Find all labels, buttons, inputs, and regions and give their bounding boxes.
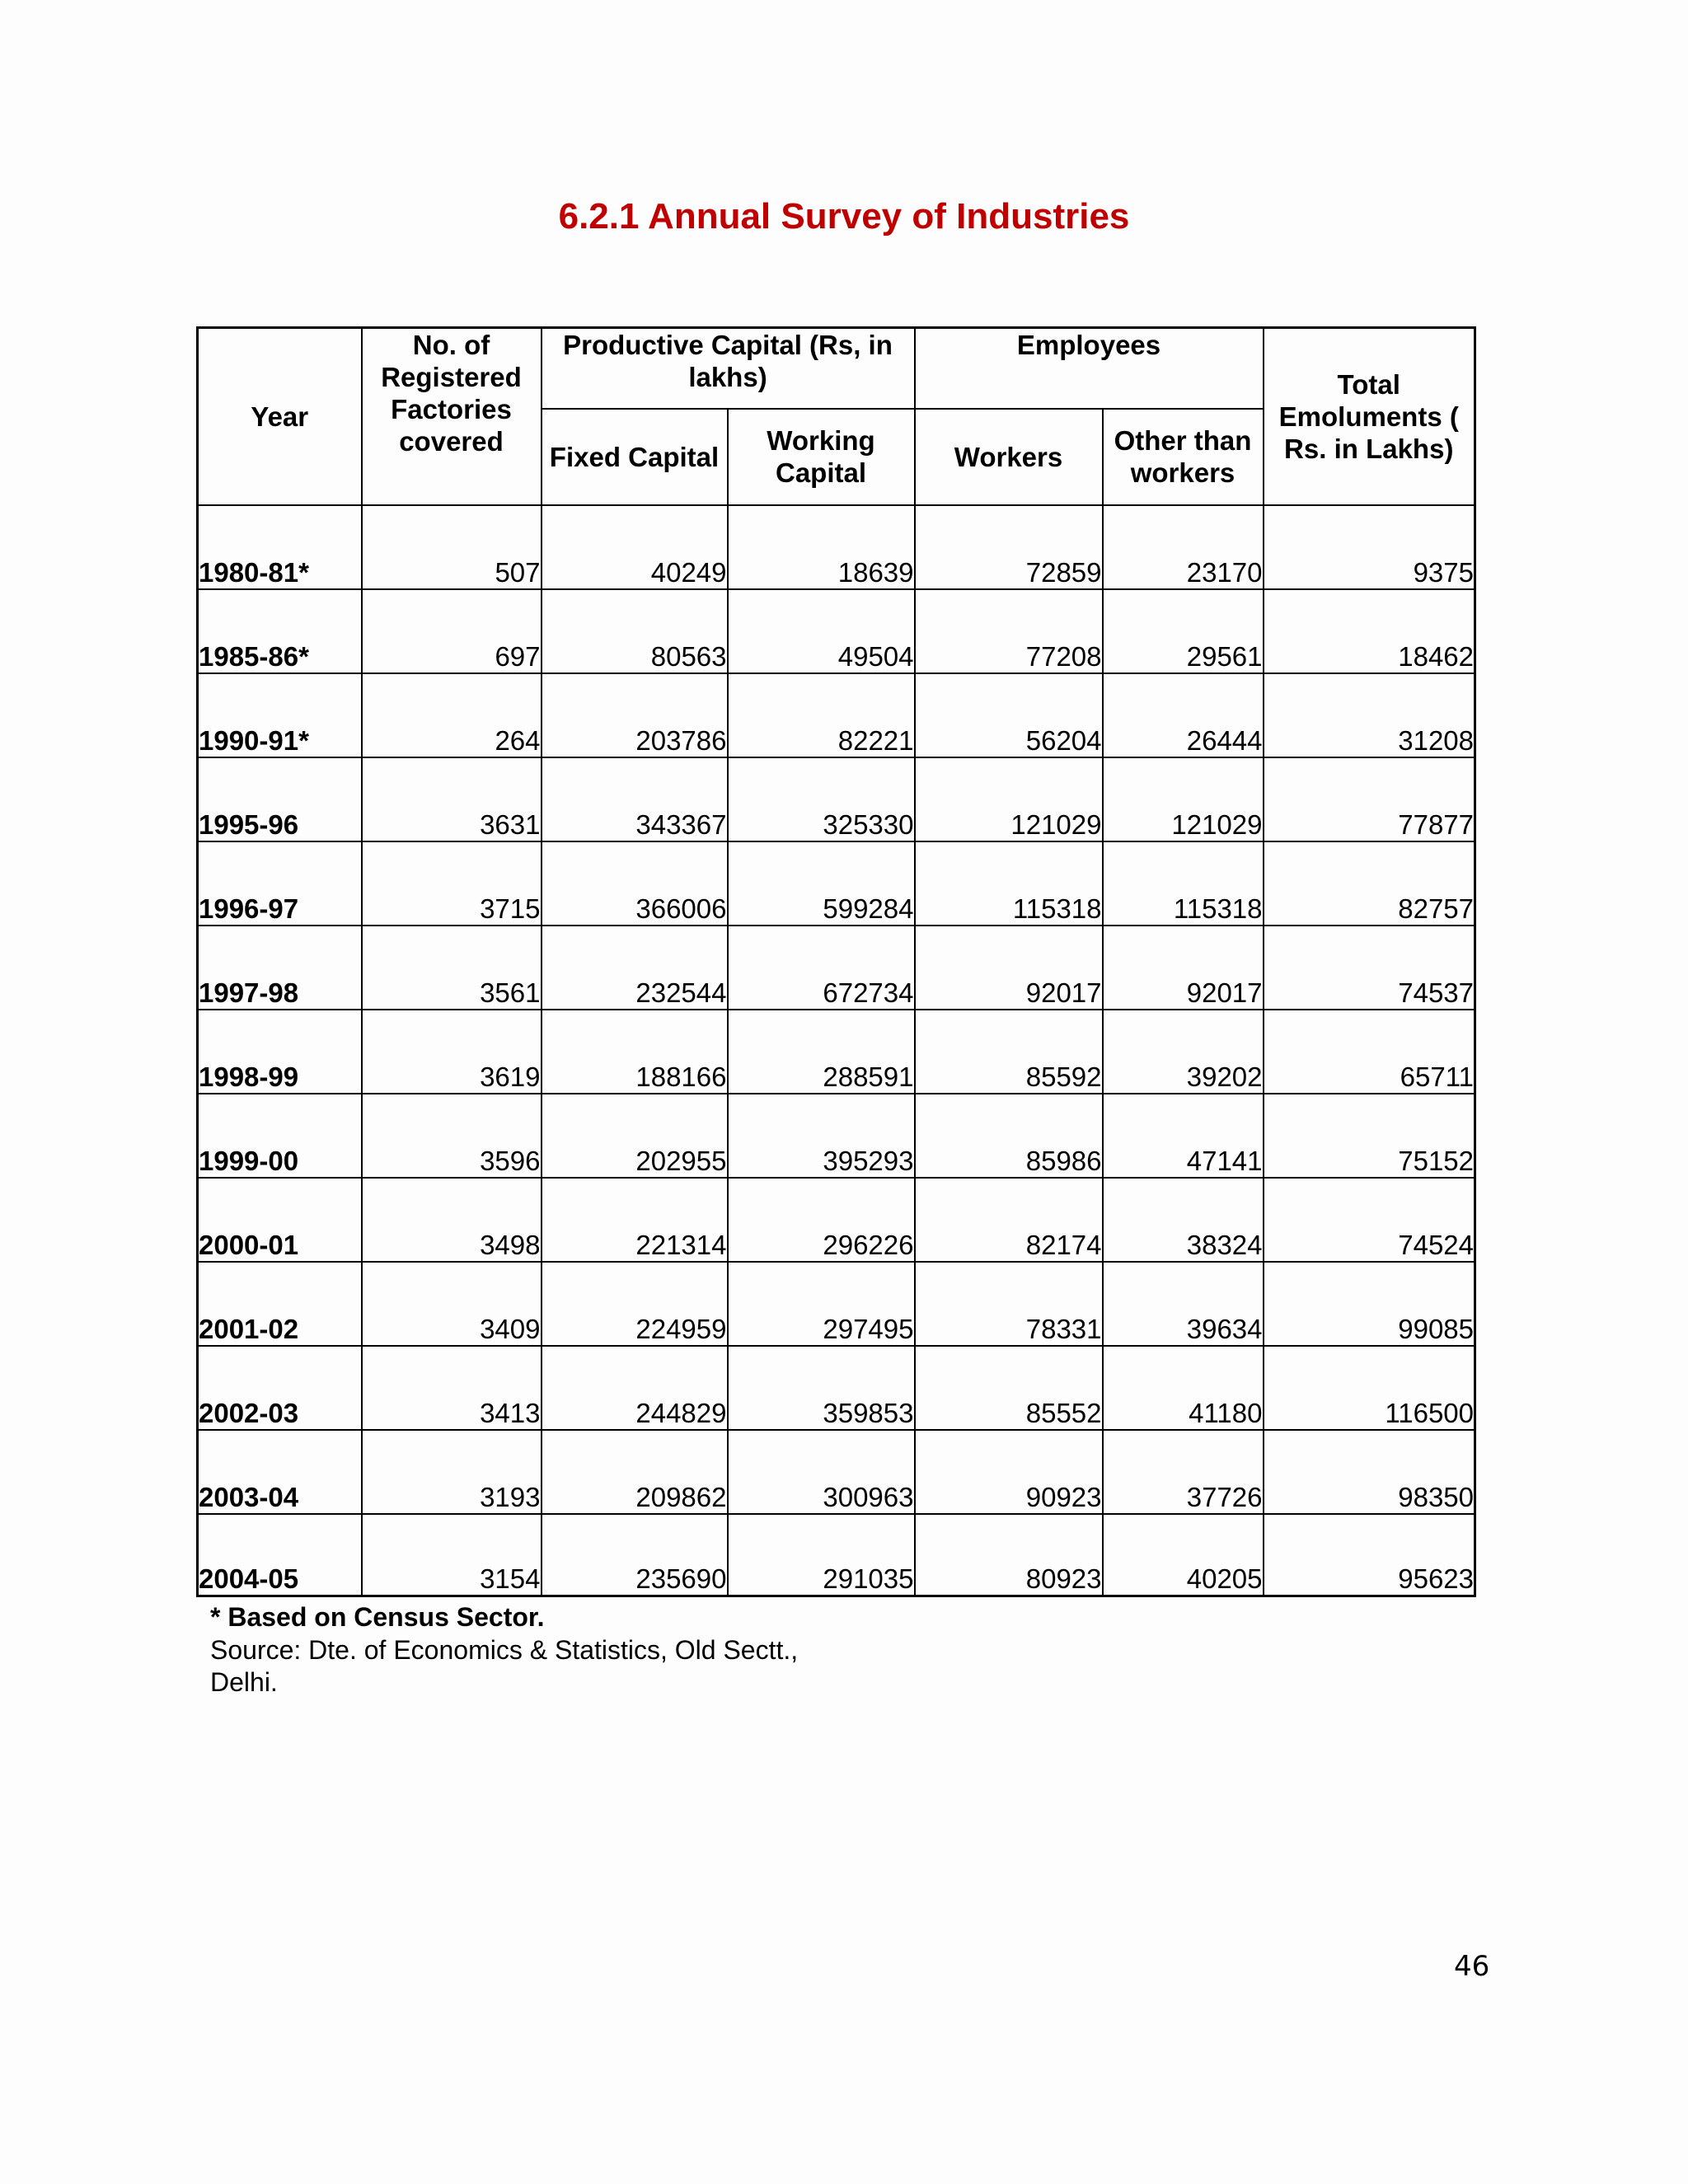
value-cell: 121029	[915, 757, 1103, 841]
value-cell: 85552	[915, 1346, 1103, 1430]
footnote: * Based on Census Sector.	[210, 1602, 545, 1632]
table-row	[198, 1010, 1475, 1094]
value-cell: 40249	[542, 505, 728, 589]
value-cell: 82757	[1264, 841, 1475, 926]
value-cell: 72859	[915, 505, 1103, 589]
value-cell: 37726	[1103, 1430, 1264, 1514]
value-cell: 232544	[542, 926, 728, 1010]
year-cell: 1997-98	[198, 926, 362, 1010]
value-cell: 85986	[915, 1094, 1103, 1178]
table-row	[198, 589, 1475, 673]
value-cell: 18639	[728, 505, 915, 589]
value-cell: 92017	[915, 926, 1103, 1010]
value-cell: 29561	[1103, 589, 1264, 673]
value-cell: 202955	[542, 1094, 728, 1178]
value-cell: 3715	[362, 841, 542, 926]
value-cell: 359853	[728, 1346, 915, 1430]
value-cell: 288591	[728, 1010, 915, 1094]
year-cell: 1985-86*	[198, 589, 362, 673]
value-cell: 31208	[1264, 673, 1475, 757]
value-cell: 47141	[1103, 1094, 1264, 1178]
page-number: 46	[1454, 1950, 1490, 1983]
value-cell: 39634	[1103, 1262, 1264, 1346]
value-cell: 95623	[1264, 1514, 1475, 1596]
value-cell: 264	[362, 673, 542, 757]
value-cell: 75152	[1264, 1094, 1475, 1178]
value-cell: 244829	[542, 1346, 728, 1430]
industries-table	[196, 326, 1476, 1597]
value-cell: 74537	[1264, 926, 1475, 1010]
value-cell: 99085	[1264, 1262, 1475, 1346]
value-cell: 221314	[542, 1178, 728, 1262]
value-cell: 74524	[1264, 1178, 1475, 1262]
header-fixed-capital: Fixed Capital	[542, 409, 728, 505]
value-cell: 297495	[728, 1262, 915, 1346]
value-cell: 26444	[1103, 673, 1264, 757]
table-row	[198, 1346, 1475, 1430]
value-cell: 697	[362, 589, 542, 673]
value-cell: 90923	[915, 1430, 1103, 1514]
value-cell: 296226	[728, 1178, 915, 1262]
value-cell: 82221	[728, 673, 915, 757]
value-cell: 80563	[542, 589, 728, 673]
value-cell: 80923	[915, 1514, 1103, 1596]
value-cell: 39202	[1103, 1010, 1264, 1094]
year-cell: 1980-81*	[198, 505, 362, 589]
table-row	[198, 1094, 1475, 1178]
year-cell: 1990-91*	[198, 673, 362, 757]
table-row	[198, 1178, 1475, 1262]
value-cell: 78331	[915, 1262, 1103, 1346]
value-cell: 3561	[362, 926, 542, 1010]
table-row	[198, 673, 1475, 757]
value-cell: 98350	[1264, 1430, 1475, 1514]
value-cell: 235690	[542, 1514, 728, 1596]
value-cell: 325330	[728, 757, 915, 841]
value-cell: 3413	[362, 1346, 542, 1430]
value-cell: 203786	[542, 673, 728, 757]
value-cell: 115318	[1103, 841, 1264, 926]
header-productive-capital: Productive Capital (Rs, in lakhs)	[542, 328, 915, 409]
value-cell: 672734	[728, 926, 915, 1010]
year-cell: 1995-96	[198, 757, 362, 841]
value-cell: 41180	[1103, 1346, 1264, 1430]
header-working-capital: Working Capital	[728, 409, 915, 505]
table-row	[198, 757, 1475, 841]
value-cell: 116500	[1264, 1346, 1475, 1430]
value-cell: 599284	[728, 841, 915, 926]
value-cell: 9375	[1264, 505, 1475, 589]
value-cell: 188166	[542, 1010, 728, 1094]
value-cell: 343367	[542, 757, 728, 841]
value-cell: 3596	[362, 1094, 542, 1178]
header-workers: Workers	[915, 409, 1103, 505]
value-cell: 38324	[1103, 1178, 1264, 1262]
value-cell: 3154	[362, 1514, 542, 1596]
header-factories: No. of Registered Factories covered	[362, 328, 542, 505]
year-cell: 2000-01	[198, 1178, 362, 1262]
year-cell: 1998-99	[198, 1010, 362, 1094]
value-cell: 121029	[1103, 757, 1264, 841]
value-cell: 56204	[915, 673, 1103, 757]
source-note: Source: Dte. of Economics & Statistics, Old Sectt., Delhi.	[210, 1635, 799, 1697]
value-cell: 366006	[542, 841, 728, 926]
value-cell: 85592	[915, 1010, 1103, 1094]
value-cell: 49504	[728, 589, 915, 673]
value-cell: 77877	[1264, 757, 1475, 841]
table-row	[198, 505, 1475, 589]
value-cell: 507	[362, 505, 542, 589]
header-employees: Employees	[915, 328, 1264, 409]
year-cell: 2001-02	[198, 1262, 362, 1346]
value-cell: 209862	[542, 1430, 728, 1514]
table-row	[198, 1514, 1475, 1596]
value-cell: 395293	[728, 1094, 915, 1178]
value-cell: 77208	[915, 589, 1103, 673]
header-emoluments: Total Emoluments ( Rs. in Lakhs)	[1264, 328, 1475, 505]
value-cell: 40205	[1103, 1514, 1264, 1596]
year-cell: 2003-04	[198, 1430, 362, 1514]
value-cell: 115318	[915, 841, 1103, 926]
value-cell: 3498	[362, 1178, 542, 1262]
value-cell: 82174	[915, 1178, 1103, 1262]
value-cell: 3409	[362, 1262, 542, 1346]
value-cell: 291035	[728, 1514, 915, 1596]
value-cell: 3619	[362, 1010, 542, 1094]
value-cell: 18462	[1264, 589, 1475, 673]
year-cell: 2002-03	[198, 1346, 362, 1430]
table-row	[198, 1430, 1475, 1514]
value-cell: 3193	[362, 1430, 542, 1514]
table-row	[198, 926, 1475, 1010]
value-cell: 224959	[542, 1262, 728, 1346]
page-title: 6.2.1 Annual Survey of Industries	[558, 196, 1130, 237]
year-cell: 1996-97	[198, 841, 362, 926]
year-cell: 1999-00	[198, 1094, 362, 1178]
header-year: Year	[198, 328, 362, 505]
year-cell: 2004-05	[198, 1514, 362, 1596]
value-cell: 3631	[362, 757, 542, 841]
value-cell: 92017	[1103, 926, 1264, 1010]
value-cell: 23170	[1103, 505, 1264, 589]
value-cell: 65711	[1264, 1010, 1475, 1094]
table-row	[198, 1262, 1475, 1346]
header-other-workers: Other than workers	[1103, 409, 1264, 505]
table-row	[198, 841, 1475, 926]
value-cell: 300963	[728, 1430, 915, 1514]
